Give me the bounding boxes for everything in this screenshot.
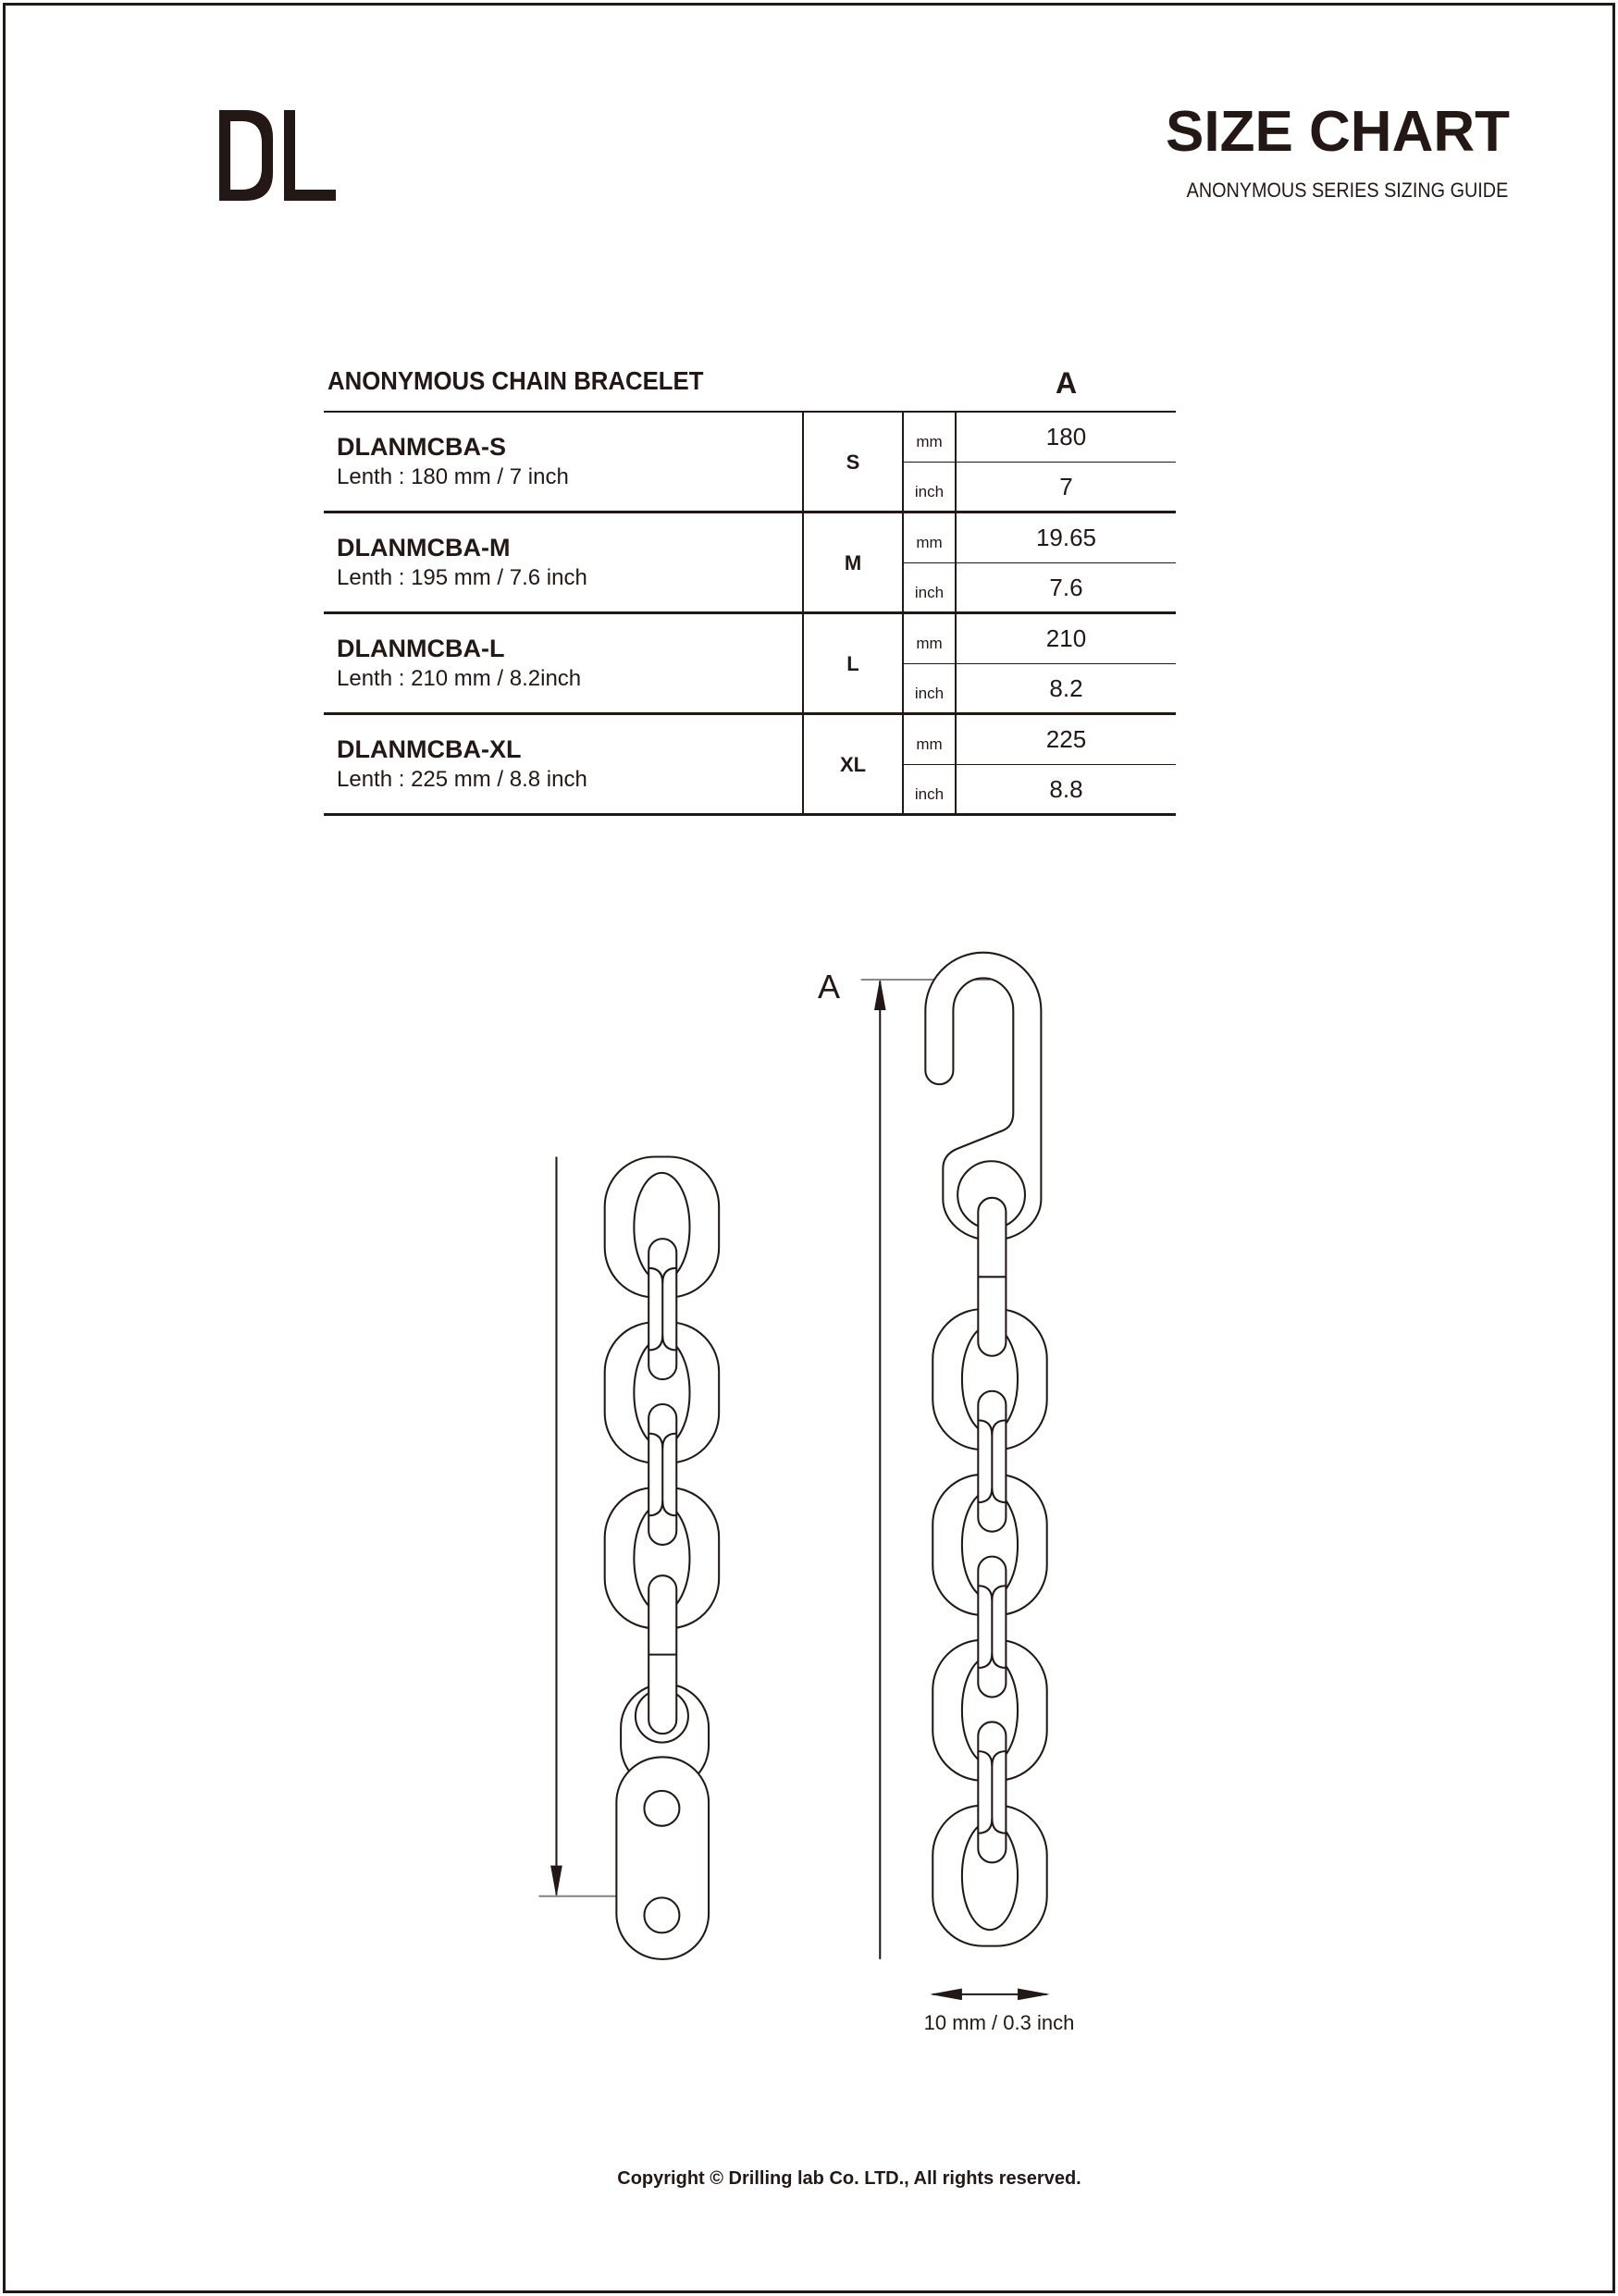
size-label: M bbox=[804, 513, 904, 612]
unit-inch: inch bbox=[914, 482, 945, 500]
unit-mm: mm bbox=[904, 715, 955, 765]
value-inch: 7.6 bbox=[1049, 574, 1083, 601]
unit-mm: mm bbox=[904, 513, 955, 563]
value-mm: 225 bbox=[957, 715, 1176, 765]
chain-side-link bbox=[978, 1722, 1006, 1862]
dimension-a-label: A bbox=[818, 968, 841, 1006]
size-label: L bbox=[804, 614, 904, 713]
product-length: Lenth : 195 mm / 7.6 inch bbox=[337, 565, 587, 590]
chain-side-link bbox=[648, 1404, 676, 1545]
product-code: DLANMCBA-M bbox=[337, 534, 511, 562]
table-title: ANONYMOUS CHAIN BRACELET bbox=[327, 366, 704, 395]
value-mm: 19.65 bbox=[957, 513, 1176, 563]
left-clasp bbox=[616, 1575, 709, 1959]
size-label: XL bbox=[804, 715, 904, 814]
chain-side-link bbox=[648, 1239, 676, 1379]
page-subtitle: ANONYMOUS SERIES SIZING GUIDE bbox=[1186, 179, 1508, 202]
page-title: SIZE CHART bbox=[1166, 100, 1510, 164]
value-mm: 210 bbox=[957, 614, 1176, 664]
unit-mm: mm bbox=[904, 614, 955, 664]
unit-inch: inch bbox=[914, 583, 945, 601]
product-code: DLANMCBA-S bbox=[337, 433, 506, 461]
size-label: S bbox=[804, 413, 904, 512]
chain-side-link bbox=[978, 1557, 1006, 1697]
unit-inch: inch bbox=[914, 784, 945, 803]
product-code: DLANMCBA-XL bbox=[337, 735, 522, 763]
unit-inch: inch bbox=[914, 684, 945, 702]
product-length: Lenth : 210 mm / 8.2inch bbox=[337, 666, 582, 691]
column-header-a: A bbox=[1055, 366, 1078, 400]
width-label: 10 mm / 0.3 inch bbox=[923, 2011, 1075, 2034]
value-inch: 8.2 bbox=[1049, 674, 1083, 702]
chain-side-link bbox=[978, 1391, 1006, 1532]
copyright: Copyright © Drilling lab Co. LTD., All rights reserved. bbox=[617, 2168, 1081, 2189]
value-inch: 7 bbox=[1059, 473, 1073, 500]
hook-clasp bbox=[925, 953, 1041, 1356]
product-code: DLANMCBA-L bbox=[337, 635, 505, 662]
product-length: Lenth : 225 mm / 8.8 inch bbox=[337, 767, 587, 792]
product-length: Lenth : 180 mm / 7 inch bbox=[337, 464, 569, 489]
value-inch: 8.8 bbox=[1049, 775, 1083, 803]
unit-mm: mm bbox=[904, 413, 955, 463]
value-mm: 180 bbox=[957, 413, 1176, 463]
